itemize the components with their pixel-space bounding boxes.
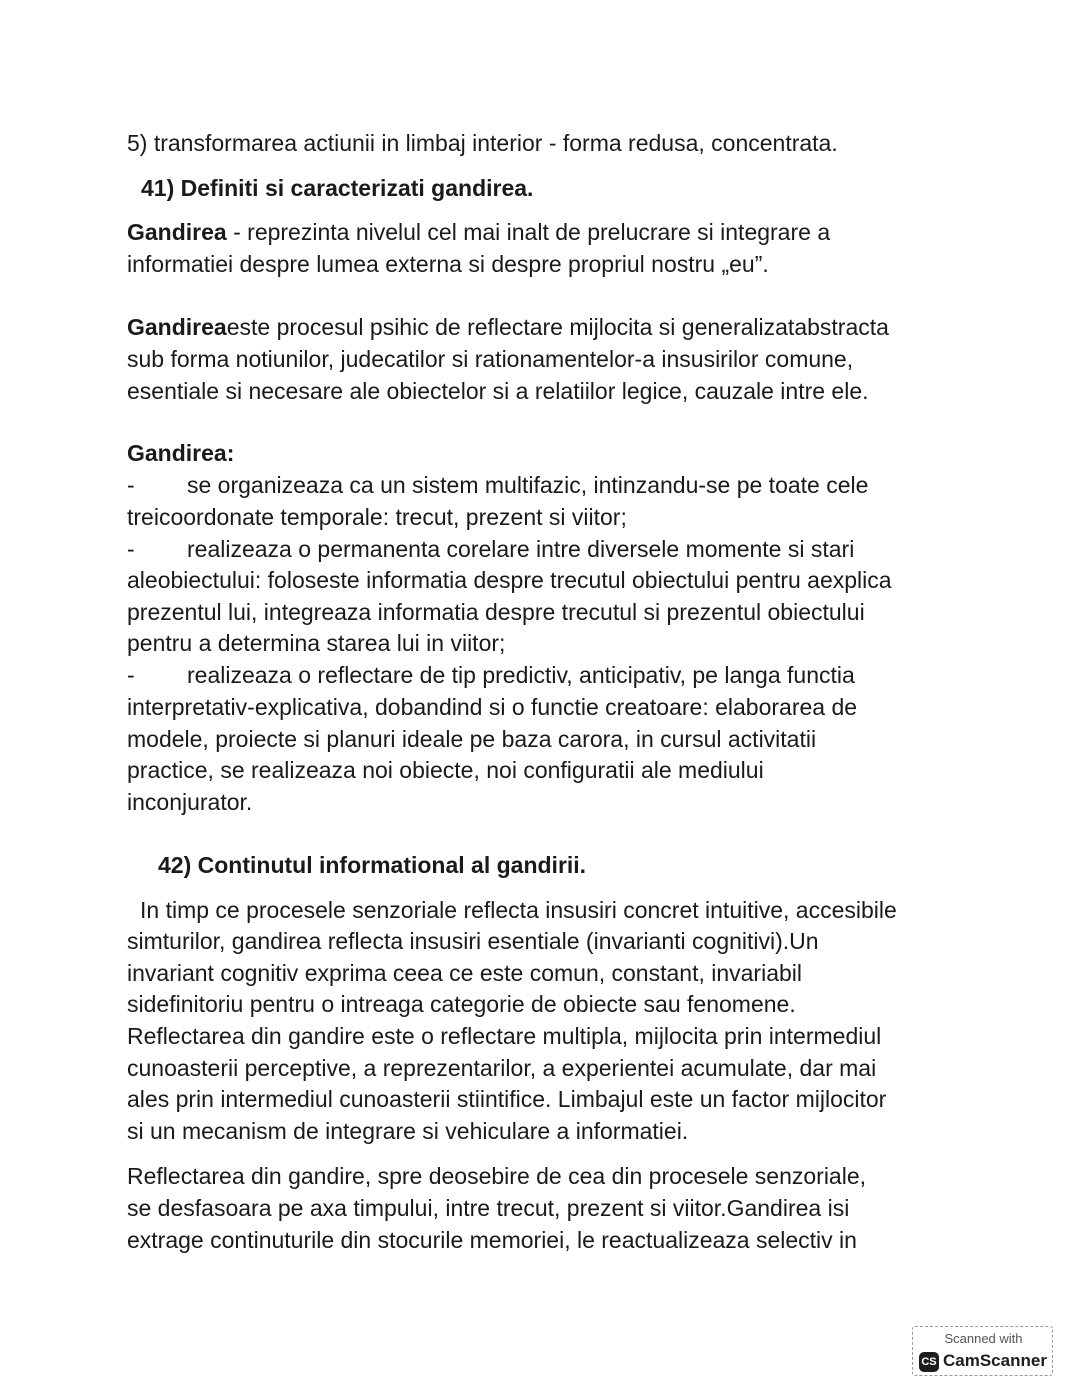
bullet-1-line-1 [127,469,868,501]
bullet-3-line-2: interpretativ-explicativa, dobandind si o functie creatoare: elaborarea de [127,694,858,720]
definition-2-line-1 [127,311,889,343]
paragraph-1-line-5: Reflectarea din gandire este o reflectare multipla, mijlocita prin intermediul [127,1023,882,1049]
bullet-3-line-3: modele, proiecte si planuri ideale pe baza carora, in cursul activitatii [127,726,817,752]
definition-term: Gandirea [127,314,227,340]
definition-1-line-2: informatiei despre lumea externa si despre propriul nostru „eu”. [127,251,769,277]
bullet-2-line-3: prezentul lui, integreaza informatia despre trecutul si prezentul obiectului [127,599,865,625]
camscanner-badge [912,1326,1053,1376]
paragraph-1-line-4: sidefinitoriu pentru o intreaga categorie de obiecte sau fenomene. [127,991,796,1017]
bullet-3-line-1 [127,659,855,691]
bullet-text: se organizeaza ca un sistem multifazic, intinzandu-se pe toate cele [187,472,869,498]
bullet-1-line-2: treicoordonate temporale: trecut, prezent si viitor; [127,504,627,530]
section-heading-42: 42) Continutul informational al gandirii. [158,852,587,878]
paragraph-2-line-1: Reflectarea din gandire, spre deosebire de cea din procesele senzoriale, [127,1163,867,1189]
bullet-text: realizeaza o reflectare de tip predictiv, anticipativ, pe langa functia [187,662,855,688]
definition-text: - reprezinta nivelul cel mai inalt de prelucrare si integrare a [226,219,831,245]
bullet-3-line-5: inconjurator. [127,789,253,815]
paragraph-1-line-3: invariant cognitiv exprima ceea ce este comun, constant, invariabil [127,960,803,986]
badge-brand-name: CamScanner [943,1351,1047,1370]
bullet-dash: - [127,536,135,562]
text-line: 5) transformarea actiunii in limbaj interior - forma redusa, concentrata. [127,130,838,156]
bullet-2-line-4: pentru a determina starea lui in viitor; [127,630,506,656]
bullet-text: realizeaza o permanenta corelare intre diversele momente si stari [187,536,855,562]
bullet-3-line-4: practice, se realizeaza noi obiecte, noi configuratii ale mediului [127,757,764,783]
bullet-dash: - [127,472,135,498]
paragraph-1-line-7: ales prin intermediul cunoasterii stiintifice. Limbajul este un factor mijlocitor [127,1086,887,1112]
definition-term: Gandirea [127,219,227,245]
paragraph-2-line-2: se desfasoara pe axa timpului, intre trecut, prezent si viitor.Gandirea isi [127,1195,850,1221]
paragraph-1-line-1: In timp ce procesele senzoriale reflecta insusiri concret intuitive, accesibile [140,897,897,923]
section-heading-41: 41) Definiti si caracterizati gandirea. [141,175,534,201]
definition-2-line-3: esentiale si necesare ale obiectelor si a relatiilor legice, cauzale intre ele. [127,378,869,404]
definition-text: este procesul psihic de reflectare mijlocita si generalizatabstracta [226,314,889,340]
camscanner-logo-icon: CS [919,1352,939,1372]
badge-caption: Scanned with [944,1331,1023,1346]
paragraph-1-line-6: cunoasterii perceptive, a reprezentarilor, a experientei acumulate, dar mai [127,1055,877,1081]
definition-1-line-1 [127,216,830,248]
bullet-2-line-2: aleobiectului: foloseste informatia despre trecutul obiectului pentru aexplica [127,567,892,593]
paragraph-1-line-2: simturilor, gandirea reflecta insusiri esentiale (invarianti cognitivi).Un [127,928,819,954]
paragraph-1-line-8: si un mecanism de integrare si vehiculare a informatiei. [127,1118,689,1144]
list-title: Gandirea: [127,440,235,466]
definition-2-line-2: sub forma notiunilor, judecatilor si rationamentelor-a insusirilor comune, [127,346,854,372]
bullet-dash: - [127,662,135,688]
paragraph-2-line-3: extrage continuturile din stocurile memoriei, le reactualizeaza selectiv in [127,1227,857,1253]
bullet-2-line-1 [127,533,854,565]
